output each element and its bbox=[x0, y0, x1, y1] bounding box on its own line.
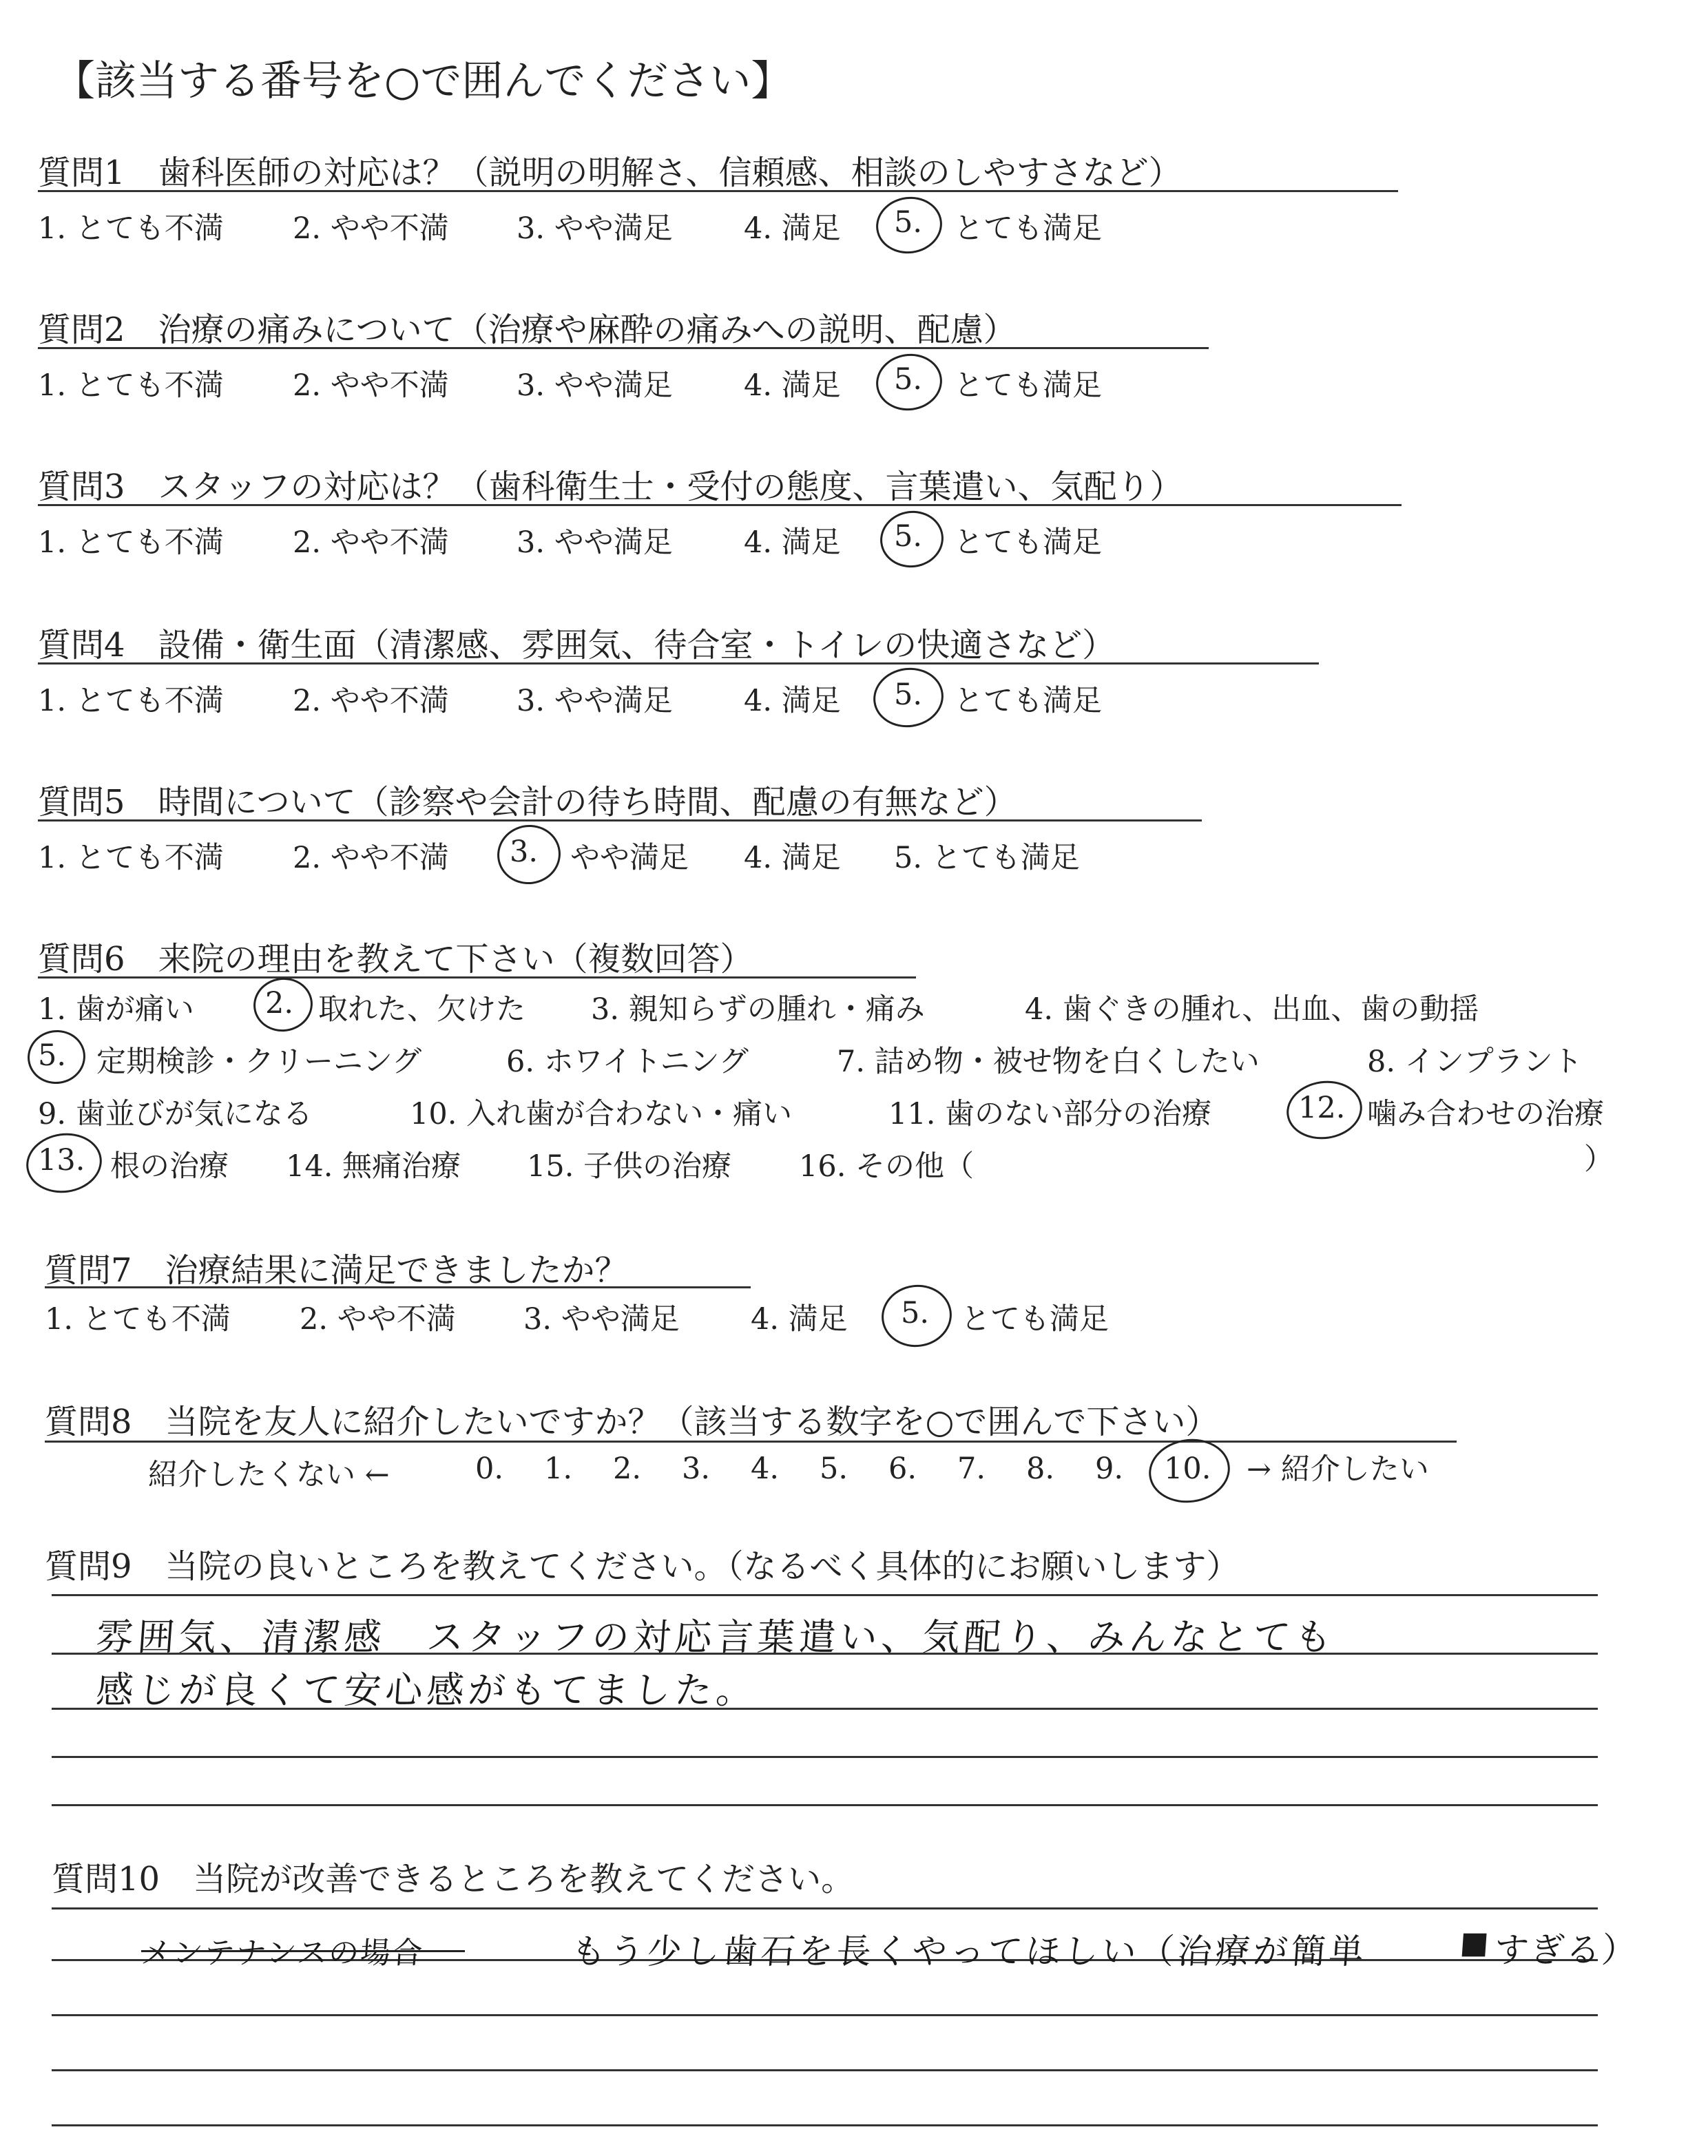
answer-line-q9-5 bbox=[52, 1804, 1598, 1806]
q10-handwritten-answer: もう少し歯石を長くやってほしい（治療が簡単 bbox=[570, 1932, 1368, 1971]
q3-option-3[interactable]: 3. やや満足 bbox=[517, 525, 673, 560]
selection-circle-q6-2 bbox=[250, 974, 316, 1035]
q1-option-5-label: とても満足 bbox=[954, 211, 1102, 246]
q5-option-4[interactable]: 4. 満足 bbox=[744, 841, 841, 875]
q7-option-1[interactable]: 1. とても不満 bbox=[45, 1302, 231, 1337]
q4-option-5-label: とても満足 bbox=[954, 684, 1102, 718]
selection-circle-q4 bbox=[870, 663, 948, 731]
question-7-underline bbox=[45, 1286, 751, 1288]
question-2-underline bbox=[38, 347, 1209, 349]
q3-option-4[interactable]: 4. 満足 bbox=[744, 525, 841, 560]
q7-option-5[interactable]: 5. bbox=[901, 1296, 930, 1330]
q8-right-label: → 紹介したい bbox=[1247, 1452, 1429, 1487]
q6-item-5-label: 定期検診・クリーニング bbox=[96, 1045, 422, 1079]
q10-struck-text: メンテナンスの場合 bbox=[139, 1936, 425, 1971]
q10-struck-mark: ■ bbox=[1459, 1925, 1494, 1960]
q1-option-3[interactable]: 3. やや満足 bbox=[517, 211, 673, 246]
q5-option-5[interactable]: 5. とても満足 bbox=[894, 841, 1080, 875]
q7-option-2[interactable]: 2. やや不満 bbox=[300, 1302, 456, 1337]
question-8-underline bbox=[45, 1441, 1457, 1443]
q8-scale-5[interactable]: 5. bbox=[820, 1452, 848, 1486]
question-4-underline bbox=[38, 662, 1319, 664]
q6-item-4[interactable]: 4. 歯ぐきの腫れ、出血、歯の動揺 bbox=[1025, 992, 1479, 1027]
q2-option-5-label: とても満足 bbox=[954, 368, 1102, 403]
answer-line-q10-5 bbox=[52, 2124, 1598, 2126]
selection-circle-q6-5 bbox=[24, 1027, 89, 1088]
q7-option-3[interactable]: 3. やや満足 bbox=[523, 1302, 680, 1337]
q7-option-5-label: とても満足 bbox=[961, 1302, 1109, 1337]
selection-circle-q7 bbox=[877, 1280, 956, 1351]
q1-option-1[interactable]: 1. とても不満 bbox=[38, 211, 224, 246]
q1-option-4[interactable]: 4. 満足 bbox=[744, 211, 841, 246]
question-10-title: 質問10 当院が改善できるところを教えてください。 bbox=[52, 1860, 855, 1898]
question-1-underline bbox=[38, 190, 1398, 192]
question-8-title: 質問8 当院を友人に紹介したいですか？（該当する数字を○で囲んで下さい） bbox=[45, 1403, 1219, 1441]
q8-scale-8[interactable]: 8. bbox=[1026, 1452, 1055, 1486]
q10-handwritten-answer-end: すぎる） bbox=[1492, 1930, 1639, 1970]
q6-item-3[interactable]: 3. 親知らずの腫れ・痛み bbox=[591, 992, 925, 1027]
q2-option-1[interactable]: 1. とても不満 bbox=[38, 368, 224, 403]
q8-scale-6[interactable]: 6. bbox=[888, 1452, 917, 1486]
q3-option-5-label: とても満足 bbox=[954, 525, 1102, 560]
answer-line-q10-3 bbox=[52, 2014, 1598, 2016]
selection-circle-q8 bbox=[1145, 1434, 1234, 1508]
question-7-title: 質問7 治療結果に満足できましたか？ bbox=[45, 1251, 628, 1290]
answer-line-q9-4 bbox=[52, 1756, 1598, 1758]
q6-item-15[interactable]: 15. 子供の治療 bbox=[527, 1149, 732, 1184]
q8-left-label: 紹介したくない ← bbox=[148, 1458, 390, 1492]
q6-item-5[interactable]: 5. bbox=[38, 1038, 67, 1073]
question-6-title: 質問6 来院の理由を教えて下さい（複数回答） bbox=[38, 940, 753, 978]
question-5-title: 質問5 時間について（診察や会計の待ち時間、配慮の有無など） bbox=[38, 783, 1017, 821]
q6-item-2[interactable]: 2. bbox=[265, 986, 294, 1021]
strikethrough-line bbox=[141, 1950, 465, 1952]
q1-option-2[interactable]: 2. やや不満 bbox=[293, 211, 449, 246]
q6-item-7[interactable]: 7. 詰め物・被せ物を白くしたい bbox=[837, 1045, 1260, 1079]
question-6-underline bbox=[38, 976, 916, 978]
q8-scale-7[interactable]: 7. bbox=[957, 1452, 986, 1486]
q2-option-2[interactable]: 2. やや不満 bbox=[293, 368, 449, 403]
selection-circle-q1 bbox=[873, 193, 946, 258]
q3-option-2[interactable]: 2. やや不満 bbox=[293, 525, 449, 560]
q6-item-2-label: 取れた、欠けた bbox=[318, 992, 525, 1027]
q5-option-2[interactable]: 2. やや不満 bbox=[293, 841, 449, 875]
question-5-underline bbox=[38, 819, 1202, 821]
q1-option-5[interactable]: 5. bbox=[894, 205, 923, 240]
q9-handwritten-line-2: 感じが良くて安心感がもてました。 bbox=[94, 1668, 759, 1712]
selection-circle-q6-12 bbox=[1283, 1076, 1366, 1144]
answer-line-q9-1 bbox=[52, 1594, 1598, 1596]
selection-circle-q2 bbox=[873, 350, 946, 415]
answer-line-q10-1 bbox=[52, 1907, 1598, 1909]
q6-item-13[interactable]: 13. bbox=[38, 1143, 85, 1178]
q6-item-12-label: 噛み合わせの治療 bbox=[1367, 1097, 1604, 1131]
q6-item-14[interactable]: 14. 無痛治療 bbox=[286, 1149, 461, 1184]
q8-scale-3[interactable]: 3. bbox=[682, 1452, 711, 1486]
question-1-title: 質問1 歯科医師の対応は？（説明の明解さ、信頼感、相談のしやすさなど） bbox=[38, 154, 1182, 192]
q6-item-6[interactable]: 6. ホワイトニング bbox=[506, 1045, 749, 1079]
question-4-title: 質問4 設備・衛生面（清潔感、雰囲気、待合室・トイレの快適さなど） bbox=[38, 626, 1116, 664]
q6-item-16-close: ） bbox=[1584, 1142, 1614, 1177]
q4-option-1[interactable]: 1. とても不満 bbox=[38, 684, 224, 718]
q8-scale-4[interactable]: 4. bbox=[751, 1452, 780, 1486]
q3-option-1[interactable]: 1. とても不満 bbox=[38, 525, 224, 560]
question-3-title: 質問3 スタッフの対応は？（歯科衛生士・受付の態度、言葉遣い、気配り） bbox=[38, 468, 1183, 506]
q2-option-3[interactable]: 3. やや満足 bbox=[517, 368, 673, 403]
q8-scale-9[interactable]: 9. bbox=[1095, 1452, 1124, 1486]
q6-item-12[interactable]: 12. bbox=[1298, 1091, 1346, 1125]
q8-scale-2[interactable]: 2. bbox=[613, 1452, 642, 1486]
q8-scale-1[interactable]: 1. bbox=[544, 1452, 573, 1486]
q2-option-5[interactable]: 5. bbox=[894, 362, 923, 397]
answer-line-q10-4 bbox=[52, 2069, 1598, 2071]
q6-item-11[interactable]: 11. 歯のない部分の治療 bbox=[888, 1097, 1212, 1131]
q3-option-5[interactable]: 5. bbox=[894, 519, 923, 554]
q4-option-4[interactable]: 4. 満足 bbox=[744, 684, 841, 718]
selection-circle-q3 bbox=[877, 507, 948, 572]
q6-item-10[interactable]: 10. 入れ歯が合わない・痛い bbox=[410, 1097, 793, 1131]
q5-option-3[interactable]: 3. bbox=[510, 835, 539, 869]
q2-option-4[interactable]: 4. 満足 bbox=[744, 368, 841, 403]
q7-option-4[interactable]: 4. 満足 bbox=[751, 1302, 848, 1337]
q6-item-13-label: 根の治療 bbox=[110, 1149, 229, 1184]
question-3-underline bbox=[38, 504, 1402, 506]
q4-option-3[interactable]: 3. やや満足 bbox=[517, 684, 673, 718]
q5-option-3-label: やや満足 bbox=[570, 841, 689, 875]
q6-item-8[interactable]: 8. インプラント bbox=[1367, 1045, 1583, 1079]
q6-item-9[interactable]: 9. 歯並びが気になる bbox=[38, 1097, 313, 1131]
selection-circle-q6-13 bbox=[23, 1129, 106, 1197]
q8-scale-0[interactable]: 0. bbox=[475, 1452, 504, 1486]
q5-option-1[interactable]: 1. とても不満 bbox=[38, 841, 224, 875]
form-header: 【該当する番号を○で囲んでください】 bbox=[54, 57, 793, 105]
question-9-title: 質問9 当院の良いところを教えてください。（なるべく具体的にお願いします） bbox=[45, 1547, 1240, 1586]
question-2-title: 質問2 治療の痛みについて（治療や麻酔の痛みへの説明、配慮） bbox=[38, 311, 1017, 349]
q9-handwritten-line-1: 雰囲気、清潔感 スタッフの対応言葉遣い、気配り、みんなとても bbox=[94, 1615, 1337, 1659]
q4-option-2[interactable]: 2. やや不満 bbox=[293, 684, 449, 718]
selection-circle-q5 bbox=[493, 821, 564, 888]
q6-item-16[interactable]: 16. その他（ bbox=[799, 1149, 975, 1184]
q4-option-5[interactable]: 5. bbox=[894, 678, 923, 712]
q8-scale-10[interactable]: 10. bbox=[1164, 1452, 1211, 1486]
q6-item-1[interactable]: 1. 歯が痛い bbox=[38, 992, 194, 1027]
